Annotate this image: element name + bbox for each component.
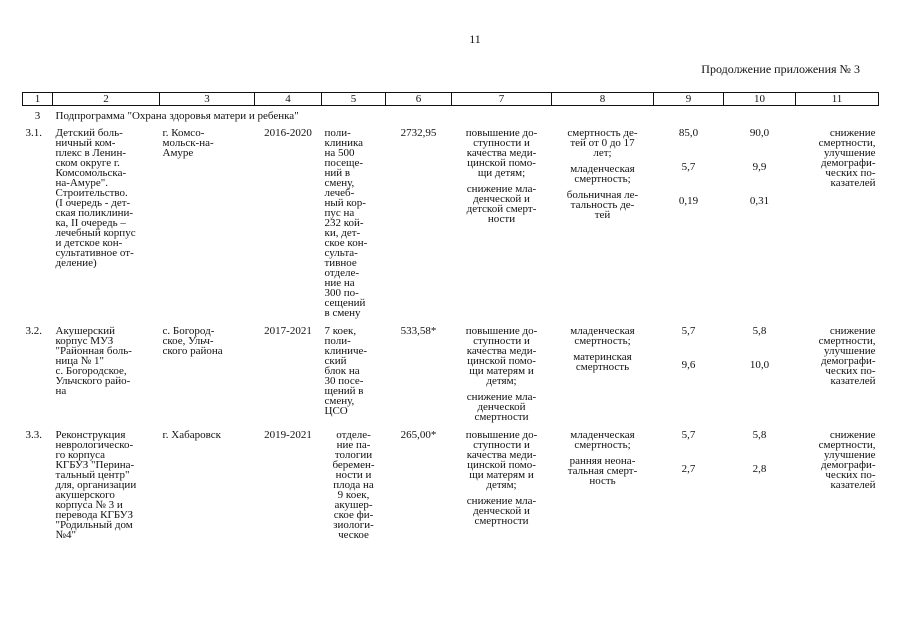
subprogram-number: 3: [34, 110, 41, 122]
table-row: [23, 428, 879, 546]
header-cell: 10: [724, 93, 796, 106]
goals: повышение до- ступности и качества меди- цинской помо- щи матерям и детям; снижение мла- денческой смертности: [465, 325, 538, 423]
indicator-values-col10: 90,0 9,9 0,31: [749, 127, 770, 207]
indicator-values-col9: 5,7 9,6: [681, 325, 696, 371]
funding-amount: 2732,95: [400, 127, 437, 139]
header-cell: 2: [53, 93, 160, 106]
continuation-heading: Продолжение приложения № 3: [701, 62, 860, 76]
table-row: [23, 126, 879, 324]
period: 2019-2021: [264, 429, 312, 441]
header-cell: 5: [322, 93, 386, 106]
period: 2016-2020: [264, 127, 312, 139]
capacity: отделе- ние па- тологии беремен- ности и плода на 9 коек, акушер- ское фи- зиологи- ческое: [332, 429, 375, 541]
indicator-values-col10: 5,8 2,8: [752, 429, 767, 475]
period: 2017-2021: [264, 325, 312, 337]
indicator-values-col9: 85,0 5,7 0,19: [678, 127, 699, 207]
subprogram-title: Подпрограмма "Охрана здоровья матери и ребенка": [55, 110, 299, 122]
goals: повышение до- ступности и качества меди- цинской помо- щи детям; снижение мла- денческой и детской смерт- ности: [465, 127, 538, 225]
expected-effect: снижение смертности, улучшение демографи- ческих по- казателей: [818, 325, 876, 387]
subprogram-row: [23, 106, 879, 127]
indicator-values-col10: 5,8 10,0: [749, 325, 770, 371]
indicators: смертность де- тей от 0 до 17 лет; младенческая смертность; больничная ле- тальность де- тей: [566, 127, 639, 221]
indicators: младенческая смертность; ранняя неона- тальная смерт- ность: [567, 429, 638, 487]
header-cell: 6: [386, 93, 452, 106]
indicator-values-col9: 5,7 2,7: [681, 429, 696, 475]
location: с. Богород- ское, Ульч- ского района: [162, 325, 223, 357]
funding-amount: 533,58*: [400, 325, 437, 337]
header-row: [23, 93, 879, 106]
header-cell: 9: [654, 93, 724, 106]
indicators: младенческая смертность; материнская смертность: [570, 325, 635, 373]
capacity: поли- клиника на 500 посеще- ний в смену, лечеб- ный кор- пус на 232 кой- ки, дет- ское кон- сульта- тивное отделе- ние на 300 по- сещений в смену: [324, 127, 368, 319]
header-cell: 8: [552, 93, 654, 106]
header-cell: 1: [23, 93, 53, 106]
table-row: [23, 324, 879, 428]
object-name: Детский боль- ничный ком- плекс в Ленин- ском округе г. Комсомольска- на-Амуре". Строительство. (I очередь - дет- ская поликлини- ка, II очередь – лечебный корпус и детское кон- сультативное от- деление): [55, 127, 136, 269]
header-cell: 3: [160, 93, 255, 106]
header-cell: 7: [452, 93, 552, 106]
location: г. Хабаровск: [162, 429, 221, 441]
row-number: 3.1.: [25, 127, 42, 139]
header-cell: 4: [255, 93, 322, 106]
row-number: 3.2.: [25, 325, 42, 337]
funding-amount: 265,00*: [400, 429, 437, 441]
expected-effect: снижение смертности, улучшение демографи- ческих по- казателей: [818, 127, 876, 189]
capacity: 7 коек, поли- клиниче- ский блок на 30 посе- щений в смену, ЦСО: [324, 325, 368, 417]
object-name: Реконструкция неврологическо- го корпуса КГБУЗ "Перина- тальный центр" для, организации акушерского корпуса № 3 и перевода КГБУЗ "Родильный дом №4": [55, 429, 137, 541]
location: г. Комсо- мольск-на- Амуре: [162, 127, 214, 159]
object-name: Акушерский корпус МУЗ "Районная боль- ница № 1" с. Богородское, Ульчского райо- на: [55, 325, 132, 397]
header-cell: 11: [796, 93, 879, 106]
appendix-table: [22, 92, 879, 546]
goals: повышение до- ступности и качества меди- цинской помо- щи матерям и детям; снижение мла- денческой и смертности: [465, 429, 538, 527]
expected-effect: снижение смертности, улучшение демографи- ческих по- казателей: [818, 429, 876, 491]
row-number: 3.3.: [25, 429, 42, 441]
page-number: 11: [469, 32, 481, 46]
